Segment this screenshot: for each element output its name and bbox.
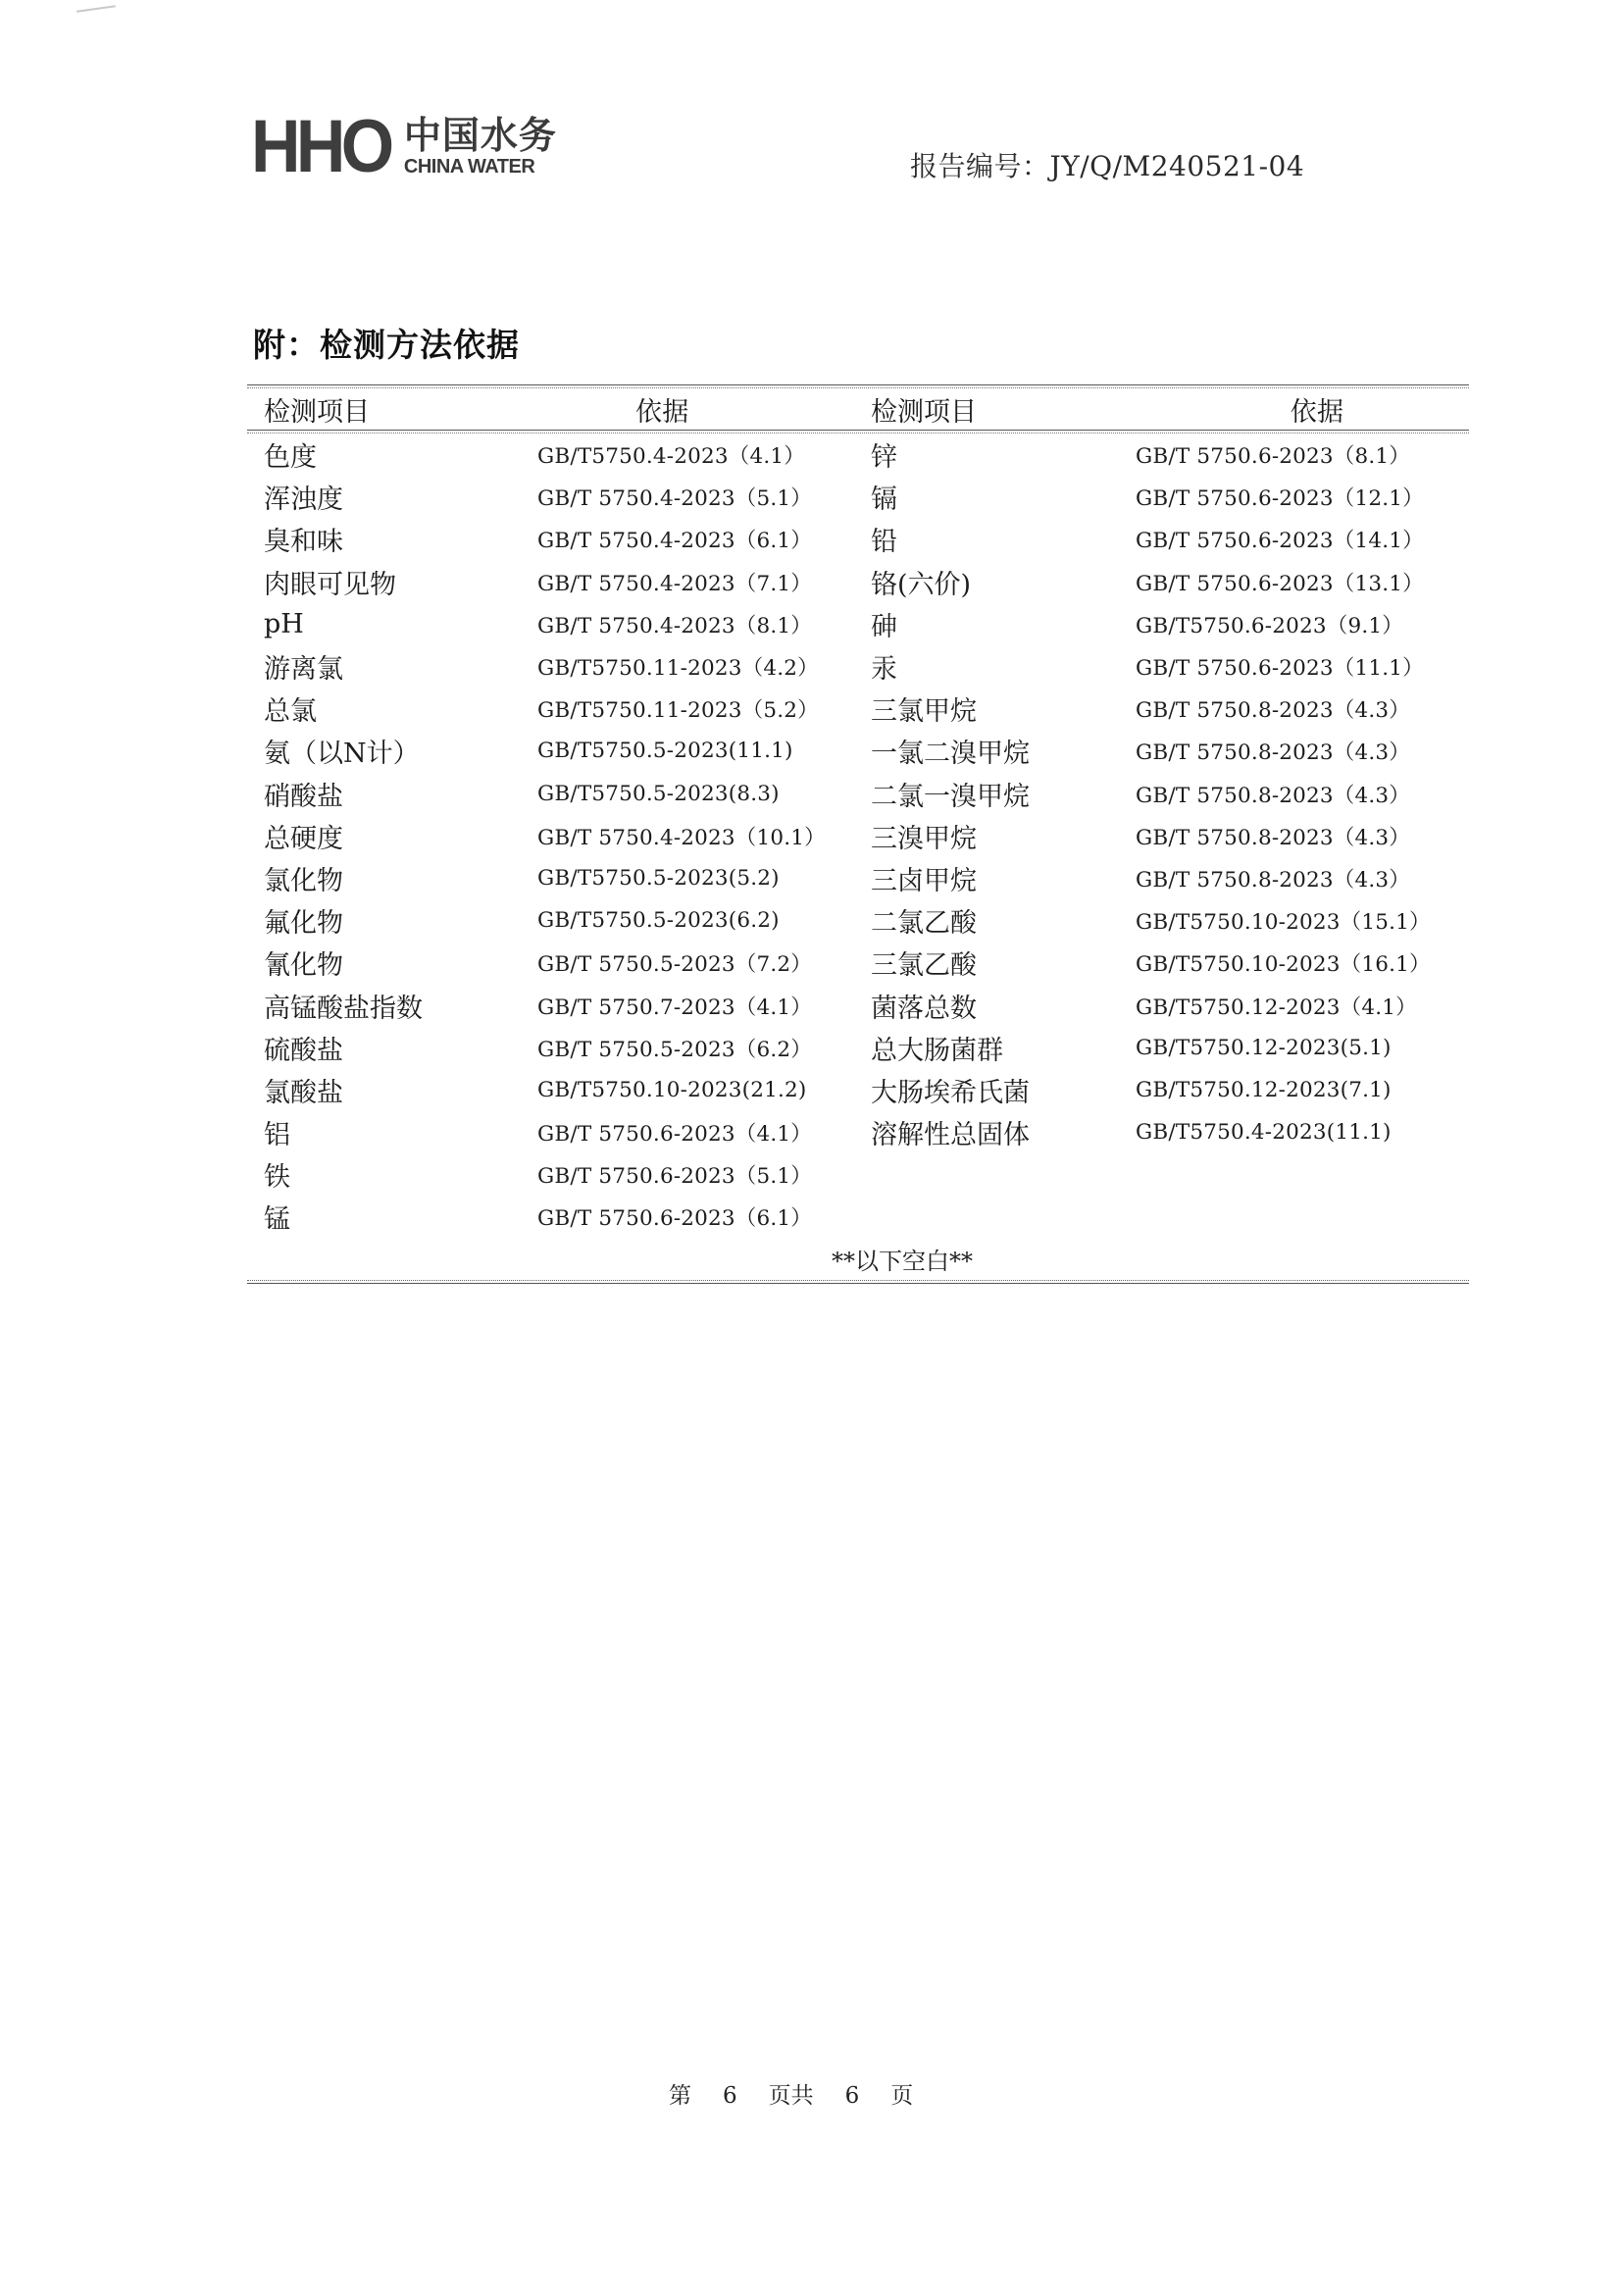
test-basis-right: GB/T 5750.8-2023（4.3） [1136,825,1410,850]
test-basis-right: GB/T 5750.8-2023（4.3） [1136,783,1410,808]
test-basis-left: GB/T 5750.6-2023（4.1） [537,1122,812,1148]
test-basis-right: GB/T 5750.8-2023（4.3） [1136,867,1410,893]
table-row [247,773,1469,815]
test-item-right: 菌落总数 [871,993,977,1024]
table-row [247,561,1469,603]
test-item-left: pH [264,608,304,639]
page-footer [669,2077,913,2110]
test-item-left: 总氯 [264,696,317,728]
logo-mark: HHO [251,105,390,188]
footer-suffix: 页 [890,2083,914,2109]
test-item-right: 三氯甲烷 [871,696,977,728]
test-item-right: 三卤甲烷 [871,865,977,896]
test-item-left: 氯酸盐 [264,1077,343,1108]
test-item-left: 锰 [264,1204,290,1236]
test-item-right: 铬(六价) [871,569,972,600]
table-body [247,434,1469,1239]
table-row [247,1153,1469,1196]
test-basis-right: GB/T5750.10-2023（15.1） [1136,910,1431,936]
test-item-left: 硫酸盐 [264,1035,343,1066]
table-row [247,857,1469,899]
test-basis-left: GB/T5750.11-2023（5.2） [537,698,819,724]
test-item-left: 肉眼可见物 [264,569,396,600]
test-method-table [247,384,1469,1284]
test-basis-left: GB/T 5750.4-2023（8.1） [537,613,812,638]
company-logo [251,105,557,188]
test-basis-right: GB/T 5750.6-2023（8.1） [1136,444,1410,470]
test-basis-left: GB/T 5750.5-2023（6.2） [537,1037,812,1062]
footer-current-page: 6 [723,2083,737,2109]
table-header-row [247,388,1469,430]
table-row [247,1027,1469,1069]
test-item-left: 铝 [264,1120,290,1151]
test-item-right: 锌 [871,442,897,474]
test-item-left: 硝酸盐 [264,781,343,812]
test-basis-left: GB/T 5750.6-2023（6.1） [537,1206,812,1232]
test-item-right: 二氯乙酸 [871,908,977,940]
logo-english-name: CHINA WATER [403,155,535,178]
table-row [247,984,1469,1026]
test-basis-left: GB/T 5750.5-2023（7.2） [537,952,812,978]
test-item-right: 镉 [871,485,897,516]
table-row [247,899,1469,942]
blank-note-row [247,1239,1469,1280]
test-item-right: 二氯一溴甲烷 [871,781,1030,812]
test-basis-left: GB/T5750.10-2023(21.2) [537,1077,807,1102]
test-basis-right: GB/T5750.4-2023(11.1) [1136,1120,1392,1146]
table-row [247,815,1469,857]
test-item-right: 铅 [871,527,897,558]
table-row [247,476,1469,518]
table-row [247,1111,1469,1153]
test-basis-right: GB/T 5750.8-2023（4.3） [1136,740,1410,766]
test-basis-left: GB/T 5750.4-2023（7.1） [537,571,812,596]
test-basis-right: GB/T 5750.6-2023（11.1） [1136,656,1424,682]
test-basis-left: GB/T5750.5-2023(8.3) [537,781,780,806]
test-basis-left: GB/T5750.5-2023(5.2) [537,865,780,891]
blank-note: **以下空白** [832,1248,973,1276]
table-row [247,603,1469,645]
header-item-right: 检测项目 [871,396,977,428]
logo-chinese-name: 中国水务 [403,114,557,158]
scan-artifact [76,5,116,13]
test-item-left: 游离氯 [264,654,343,686]
header-basis-right: 依据 [1290,396,1344,428]
footer-middle: 页共 [768,2083,814,2109]
header-item-left: 检测项目 [264,396,370,428]
appendix-title: 附：检测方法依据 [253,326,520,364]
test-item-right: 三溴甲烷 [871,823,977,854]
test-basis-left: GB/T 5750.7-2023（4.1） [537,995,812,1020]
table-row [247,1069,1469,1111]
footer-prefix: 第 [669,2083,691,2109]
test-item-right: 一氯二溴甲烷 [871,739,1030,770]
test-basis-left: GB/T 5750.4-2023（5.1） [537,486,812,512]
test-basis-left: GB/T5750.5-2023(6.2) [537,908,780,934]
test-item-left: 总硬度 [264,823,343,854]
test-item-left: 臭和味 [264,527,343,558]
test-item-right: 汞 [871,654,897,686]
test-basis-right: GB/T5750.12-2023(5.1) [1136,1035,1392,1060]
test-item-right: 砷 [871,611,897,642]
table-bottom-rule [247,1280,1469,1284]
table-row [247,942,1469,984]
test-basis-right: GB/T5750.6-2023（9.1） [1136,613,1403,638]
test-item-left: 铁 [264,1162,290,1194]
test-basis-left: GB/T5750.5-2023(11.1) [537,739,793,764]
table-row [247,645,1469,688]
test-item-right: 总大肠菌群 [871,1035,1003,1066]
test-basis-right: GB/T5750.12-2023(7.1) [1136,1077,1392,1102]
test-item-right: 大肠埃希氏菌 [871,1077,1030,1108]
table-row [247,730,1469,772]
test-item-left: 氰化物 [264,950,343,982]
test-basis-right: GB/T 5750.6-2023（13.1） [1136,571,1424,596]
test-basis-right: GB/T 5750.6-2023（14.1） [1136,529,1424,554]
test-item-left: 氟化物 [264,908,343,940]
test-basis-left: GB/T5750.11-2023（4.2） [537,656,819,682]
test-item-right: 溶解性总固体 [871,1120,1030,1151]
test-item-left: 色度 [264,442,317,474]
table-row [247,518,1469,560]
test-basis-left: GB/T 5750.6-2023（5.1） [537,1164,812,1190]
test-basis-right: GB/T 5750.6-2023（12.1） [1136,486,1424,512]
table-row [247,1196,1469,1238]
test-item-left: 氨（以N计） [264,739,420,770]
table-row [247,688,1469,730]
test-item-left: 浑浊度 [264,485,343,516]
test-basis-left: GB/T5750.4-2023（4.1） [537,444,805,470]
table-row [247,434,1469,476]
test-basis-right: GB/T5750.10-2023（16.1） [1136,952,1431,978]
test-item-left: 高锰酸盐指数 [264,993,423,1024]
test-basis-right: GB/T 5750.8-2023（4.3） [1136,698,1410,724]
logo-text [403,114,557,178]
footer-total-pages: 6 [844,2083,860,2109]
header-basis-left: 依据 [635,396,689,428]
report-number: 报告编号：JY/Q/M240521-04 [910,150,1305,182]
test-item-right: 三氯乙酸 [871,950,977,982]
test-item-left: 氯化物 [264,865,343,896]
test-basis-right: GB/T5750.12-2023（4.1） [1136,995,1417,1020]
test-basis-left: GB/T 5750.4-2023（6.1） [537,529,812,554]
test-basis-left: GB/T 5750.4-2023（10.1） [537,825,826,850]
